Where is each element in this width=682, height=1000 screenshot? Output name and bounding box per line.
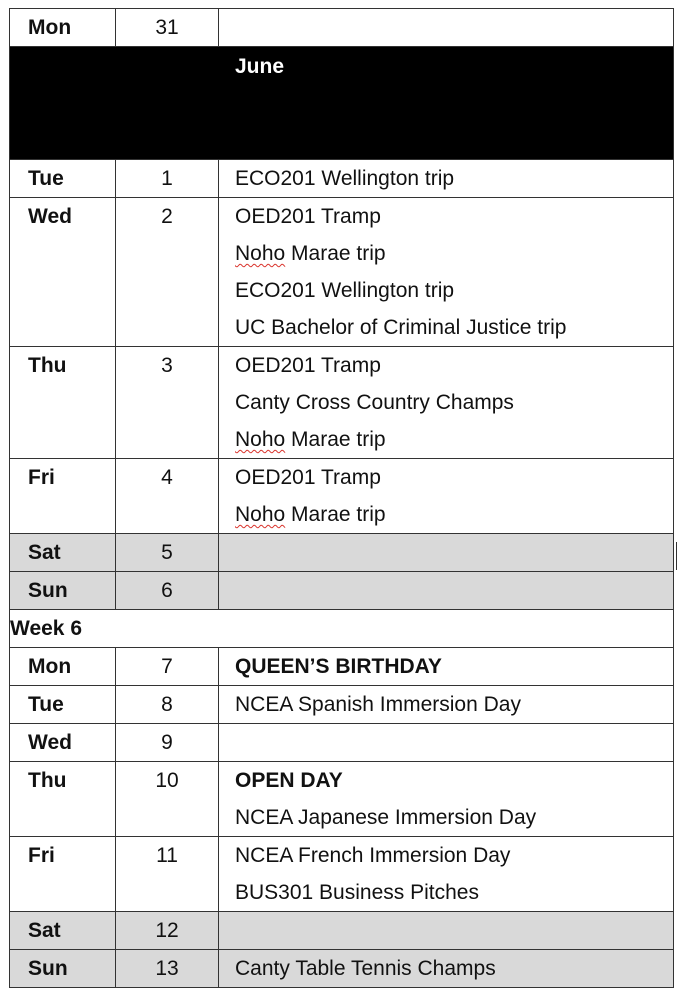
event-item [235, 384, 673, 421]
table-row [10, 724, 674, 762]
events-cell [219, 950, 674, 988]
event-text: OED201 Tramp [235, 466, 381, 489]
calendar-body [10, 9, 674, 988]
events-cell [219, 686, 674, 724]
events-cell [219, 534, 674, 572]
date-number-cell: 5 [116, 534, 219, 572]
events-cell [219, 160, 674, 198]
event-item [235, 762, 673, 799]
empty-event-line [235, 912, 673, 949]
table-row [10, 9, 674, 47]
day-name-cell: Mon [10, 648, 116, 686]
table-row [10, 534, 674, 572]
events-cell [219, 347, 674, 459]
table-row [10, 198, 674, 347]
event-text: Marae trip [291, 428, 386, 451]
day-name-cell: Wed [10, 724, 116, 762]
table-row [10, 950, 674, 988]
event-text: Marae trip [291, 503, 386, 526]
date-number-cell: 7 [116, 648, 219, 686]
event-text: ECO201 Wellington trip [235, 167, 455, 190]
week-label: Week 6 [10, 610, 674, 648]
date-number-cell: 10 [116, 762, 219, 837]
empty-event-line [235, 534, 673, 571]
month-header-row [10, 47, 674, 160]
event-text: NCEA Japanese Immersion Day [235, 806, 537, 829]
spellcheck-flagged-word: Noho [235, 242, 286, 265]
events-cell [219, 762, 674, 837]
day-name-cell: Fri [10, 459, 116, 534]
date-number-cell: 13 [116, 950, 219, 988]
event-item [235, 421, 673, 458]
event-text: OED201 Tramp [235, 354, 381, 377]
event-item [235, 799, 673, 836]
events-cell [219, 724, 674, 762]
table-row [10, 837, 674, 912]
date-number-cell: 31 [116, 9, 219, 47]
day-name-cell: Mon [10, 9, 116, 47]
event-item [235, 160, 673, 197]
table-row [10, 648, 674, 686]
month-header-cell [10, 47, 674, 160]
day-name-cell: Sat [10, 534, 116, 572]
event-text: NCEA Spanish Immersion Day [235, 693, 521, 716]
empty-event-line [235, 9, 673, 46]
day-name-cell: Thu [10, 347, 116, 459]
empty-event-line [235, 724, 673, 761]
event-text: NCEA French Immersion Day [235, 844, 511, 867]
day-name-cell: Wed [10, 198, 116, 347]
date-number-cell: 4 [116, 459, 219, 534]
date-number-cell: 3 [116, 347, 219, 459]
event-text: QUEEN’S BIRTHDAY [235, 655, 442, 678]
event-item [235, 874, 673, 911]
date-number-cell: 9 [116, 724, 219, 762]
table-row [10, 347, 674, 459]
week-header-row [10, 610, 674, 648]
day-name-cell: Tue [10, 160, 116, 198]
day-name-cell: Sun [10, 572, 116, 610]
text-cursor [676, 542, 677, 570]
table-row [10, 686, 674, 724]
event-item [235, 496, 673, 533]
event-text: ECO201 Wellington trip [235, 279, 455, 302]
event-item [235, 347, 673, 384]
event-text: Canty Table Tennis Champs [235, 957, 496, 980]
event-text: BUS301 Business Pitches [235, 881, 479, 904]
event-text: OPEN DAY [235, 769, 343, 792]
event-item [235, 648, 673, 685]
events-cell [219, 648, 674, 686]
event-text: OED201 Tramp [235, 205, 381, 228]
events-cell [219, 837, 674, 912]
events-cell [219, 459, 674, 534]
school-calendar-table [9, 8, 674, 988]
table-row [10, 572, 674, 610]
event-text: Canty Cross Country Champs [235, 391, 514, 414]
empty-event-line [235, 572, 673, 609]
event-item [235, 686, 673, 723]
date-number-cell: 2 [116, 198, 219, 347]
day-name-cell: Tue [10, 686, 116, 724]
date-number-cell: 11 [116, 837, 219, 912]
events-cell [219, 572, 674, 610]
day-name-cell: Sat [10, 912, 116, 950]
day-name-cell: Thu [10, 762, 116, 837]
date-number-cell: 8 [116, 686, 219, 724]
table-row [10, 762, 674, 837]
day-name-cell: Fri [10, 837, 116, 912]
date-number-cell: 1 [116, 160, 219, 198]
event-item [235, 459, 673, 496]
events-cell [219, 912, 674, 950]
event-text: Marae trip [291, 242, 386, 265]
event-item [235, 235, 673, 272]
month-label: June [235, 55, 285, 78]
events-cell [219, 9, 674, 47]
event-item [235, 272, 673, 309]
spellcheck-flagged-word: Noho [235, 503, 286, 526]
event-item [235, 950, 673, 987]
date-number-cell: 12 [116, 912, 219, 950]
event-text: UC Bachelor of Criminal Justice trip [235, 316, 567, 339]
table-row [10, 912, 674, 950]
spellcheck-flagged-word: Noho [235, 428, 286, 451]
date-number-cell: 6 [116, 572, 219, 610]
event-item [235, 309, 673, 346]
events-cell [219, 198, 674, 347]
table-row [10, 459, 674, 534]
table-row [10, 160, 674, 198]
day-name-cell: Sun [10, 950, 116, 988]
event-item [235, 198, 673, 235]
event-item [235, 837, 673, 874]
